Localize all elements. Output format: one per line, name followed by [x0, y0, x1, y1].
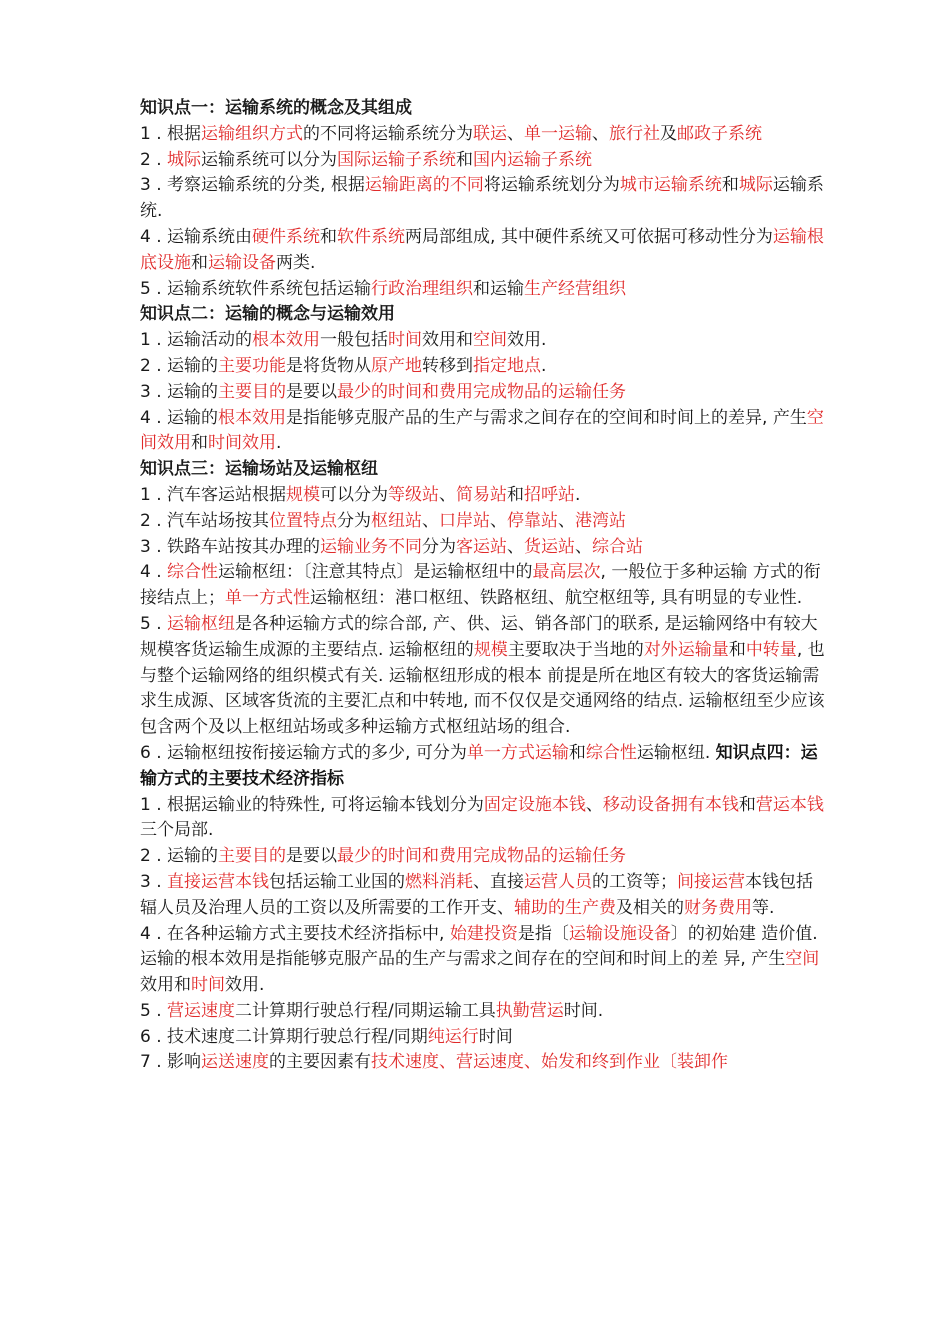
text-segment: 本钱包括辐人员及治理人员的工资以及所需要的工作开支、: [140, 871, 814, 918]
highlighted-term: 营运速度: [167, 1000, 236, 1021]
text-segment: 3 . 铁路车站按其办理的: [140, 536, 321, 557]
text-segment: 1 . 汽车客运站根据: [140, 484, 287, 505]
paragraph: [140, 406, 830, 458]
text-segment: 、: [422, 510, 440, 531]
text-segment: 转移到: [422, 355, 474, 376]
highlighted-term: 最少的时间和费用完成物品的运输任务: [337, 381, 627, 402]
text-segment: 和: [507, 484, 525, 505]
text-segment: 和: [320, 226, 338, 247]
highlighted-term: 运输业务不同: [320, 536, 423, 557]
highlighted-term: 固定设施本钱: [483, 794, 586, 815]
paragraph: [140, 793, 830, 845]
text-segment: 5 . 运输系统软件系统包括运输: [140, 278, 372, 299]
text-segment: 的不同将运输系统分为: [303, 123, 474, 144]
text-segment: 3 . 运输的: [140, 381, 219, 402]
highlighted-term: 单一方式运输: [466, 742, 569, 763]
text-segment: 及相关的: [616, 897, 684, 918]
text-segment: 知识点一：运输系统的概念及其组成: [140, 98, 412, 118]
highlighted-term: 停靠站: [507, 510, 559, 531]
highlighted-term: 执勤营运: [495, 1000, 564, 1021]
highlighted-term: 硬件系统: [252, 226, 321, 247]
text-segment: 、: [558, 510, 576, 531]
highlighted-term: 空间效用: [140, 407, 824, 454]
text-segment: 及: [660, 123, 678, 144]
text-segment: 知识点二：运输的概念与运输效用: [140, 304, 395, 325]
highlighted-term: 国内运输子系统: [473, 149, 593, 170]
text-segment: .: [276, 433, 282, 454]
text-segment: 等.: [752, 897, 775, 918]
highlighted-term: 国际运输子系统: [337, 149, 457, 170]
paragraph: [140, 148, 830, 174]
highlighted-term: 运输距离的不同: [364, 175, 484, 196]
highlighted-term: 枢纽站: [371, 510, 423, 531]
highlighted-term: 技术速度、营运速度、始发和终到作业〔装卸作: [371, 1052, 729, 1073]
paragraph: [140, 535, 830, 561]
highlighted-term: 简易站: [456, 484, 508, 505]
text-segment: 知识点三：运输场站及运输枢纽: [140, 459, 378, 480]
highlighted-term: 空间: [785, 949, 820, 970]
text-segment: 1 . 根据: [140, 123, 202, 144]
text-segment: 和: [568, 742, 586, 763]
highlighted-term: 运输枢纽: [167, 613, 236, 634]
text-segment: 效用和: [140, 975, 191, 996]
highlighted-term: 综合性: [167, 562, 219, 583]
highlighted-term: 客运站: [456, 536, 508, 557]
text-segment: 3 . 考察运输系统的分类, 根据: [140, 175, 365, 196]
highlighted-term: 单一方式性: [225, 588, 310, 609]
highlighted-term: 运输设备: [208, 252, 276, 273]
highlighted-term: 燃料消耗: [405, 871, 474, 892]
text-segment: 4 . 运输的: [140, 407, 219, 428]
highlighted-term: 空间: [473, 330, 508, 351]
text-segment: 运输系统可以分为: [201, 149, 338, 170]
highlighted-term: 运营人员: [524, 871, 593, 892]
text-segment: 运输枢纽.: [636, 742, 716, 763]
paragraph: [140, 1025, 830, 1051]
highlighted-term: 等级站: [388, 484, 440, 505]
text-segment: , 一般位于多种运输 方式的衔接结点上；: [140, 562, 821, 609]
paragraph: [140, 277, 830, 303]
highlighted-term: 原产地: [371, 355, 423, 376]
section-heading: [140, 96, 830, 122]
highlighted-term: 纯运行: [427, 1026, 479, 1047]
highlighted-term: 城市运输系统: [619, 175, 722, 196]
text-segment: 三个局部.: [140, 820, 214, 841]
text-segment: 二计算期行驶总行程/同期运输工具: [235, 1000, 496, 1021]
highlighted-term: 软件系统: [337, 226, 406, 247]
paragraph: [140, 741, 830, 793]
text-segment: 将运输系统划分为: [483, 175, 620, 196]
highlighted-term: 间接运营: [677, 871, 746, 892]
highlighted-term: 直接运营本钱: [167, 871, 270, 892]
highlighted-term: 运输根底设施: [140, 226, 824, 273]
text-segment: 一般包括: [320, 330, 389, 351]
text-segment: 是将货物从: [286, 355, 372, 376]
text-segment: 和: [191, 252, 208, 273]
highlighted-term: 时间: [191, 975, 225, 996]
text-segment: 、: [592, 123, 610, 144]
text-segment: 和: [738, 794, 756, 815]
highlighted-term: 港湾站: [575, 510, 627, 531]
highlighted-term: 对外运输量: [643, 639, 729, 660]
text-segment: 运输枢纽：〔注意其特点〕是运输枢纽中的: [218, 562, 533, 583]
text-segment: , 也与整个运输网络的组织模式有关. 运输枢纽形成的根本 前提是所在地区有较大的客货运输需求生成源、区域客货流的主要汇点和中转地, 而不仅仅是交通网络的结点. 运输枢纽至少应该包含两个及以上枢纽站场或多种运输方式枢纽站场的组合.: [140, 639, 825, 738]
highlighted-term: 单一运输: [524, 123, 593, 144]
text-segment: 4 . 运输系统由: [140, 226, 253, 247]
paragraph: [140, 380, 830, 406]
text-segment: 5 .: [140, 1000, 168, 1021]
highlighted-term: 最高层次: [532, 562, 601, 583]
highlighted-term: 根本效用: [252, 330, 321, 351]
paragraph: [140, 612, 830, 741]
highlighted-term: 时间效用: [208, 433, 276, 454]
text-segment: 时间: [478, 1026, 513, 1047]
document-body: [140, 96, 830, 1076]
text-segment: 主要取决于当地的: [507, 639, 644, 660]
text-segment: 、直接: [473, 871, 525, 892]
highlighted-term: 运送速度: [201, 1052, 270, 1073]
highlighted-term: 综合站: [592, 536, 644, 557]
highlighted-term: 生产经营组织: [524, 278, 627, 299]
text-segment: 是各种运输方式的综合部, 产、供、运、销各部门的联系, 是运输网络中有较大规模客货运输生成源的主要结点. 运输枢纽的: [140, 613, 818, 660]
text-segment: 可以分为: [320, 484, 389, 505]
highlighted-term: 运输组织方式: [201, 123, 304, 144]
text-segment: 2 .: [140, 149, 168, 170]
highlighted-term: 始建投资: [449, 923, 518, 944]
paragraph: [140, 483, 830, 509]
highlighted-term: 营运本钱: [755, 794, 824, 815]
highlighted-term: 规模: [473, 639, 508, 660]
paragraph: [140, 947, 830, 999]
paragraph: [140, 844, 830, 870]
text-segment: 运输枢纽：港口枢纽、铁路枢纽、航空枢纽等, 具有明显的专业性.: [310, 588, 803, 609]
text-segment: 是要以: [286, 381, 338, 402]
highlighted-term: 最少的时间和费用完成物品的运输任务: [337, 846, 627, 867]
paragraph: [140, 560, 830, 612]
text-segment: 分为: [422, 536, 457, 557]
text-segment: 和: [721, 175, 739, 196]
text-segment: 时间.: [563, 1000, 604, 1021]
text-segment: 和: [456, 149, 474, 170]
text-segment: 和运输: [473, 278, 525, 299]
text-segment: 2 . 运输的: [140, 846, 219, 867]
text-segment: 、: [507, 536, 525, 557]
text-segment: 、: [585, 794, 603, 815]
paragraph: [140, 509, 830, 535]
highlighted-term: 综合性: [585, 742, 637, 763]
highlighted-term: 口岸站: [439, 510, 491, 531]
text-segment: 是指能够克服产品的生产与需求之间存在的空间和时间上的差异, 产生: [286, 407, 807, 428]
text-segment: 6 . 运输枢纽按衔接运输方式的多少, 可分为: [140, 742, 467, 763]
text-segment: 1 . 根据运输业的特殊性, 可将运输本钱划分为: [140, 794, 484, 815]
highlighted-term: 邮政子系统: [677, 123, 763, 144]
highlighted-term: 财务费用: [684, 897, 752, 918]
highlighted-term: 城际: [738, 175, 773, 196]
text-segment: 5 .: [140, 613, 168, 634]
highlighted-term: 招呼站: [524, 484, 576, 505]
paragraph: [140, 122, 830, 148]
paragraph: [140, 1050, 830, 1076]
text-segment: 、: [439, 484, 457, 505]
text-segment: 3 .: [140, 871, 168, 892]
highlighted-term: 规模: [286, 484, 321, 505]
text-segment: 效用和: [422, 330, 474, 351]
text-segment: .: [575, 484, 581, 505]
text-segment: 2 . 运输的: [140, 355, 219, 376]
text-segment: 两类.: [276, 252, 316, 273]
highlighted-term: 货运站: [524, 536, 576, 557]
highlighted-term: 辅助的生产费: [514, 897, 616, 918]
text-segment: 两局部组成, 其中硬件系统又可依据可移动性分为: [405, 226, 773, 247]
text-segment: 4 .: [140, 562, 168, 583]
paragraph: [140, 225, 830, 277]
text-segment: 的工资等；: [592, 871, 678, 892]
text-segment: 、: [507, 123, 525, 144]
text-segment: 2 . 汽车站场按其: [140, 510, 270, 531]
text-segment: 〕的初始建 造价值.: [670, 923, 818, 944]
highlighted-term: 运输设施设备: [568, 923, 671, 944]
text-segment: 运输系统.: [140, 175, 824, 222]
highlighted-term: 根本效用: [218, 407, 287, 428]
paragraph: [140, 922, 830, 948]
paragraph: [140, 870, 830, 922]
text-segment: 和: [191, 433, 208, 454]
text-segment: 效用.: [225, 975, 265, 996]
text-segment: 运输的根本效用是指能够克服产品的生产与需求之间存在的空间和时间上的差 异, 产生: [140, 949, 786, 970]
highlighted-term: 时间: [388, 330, 423, 351]
section-heading: [140, 302, 830, 328]
paragraph: [140, 173, 830, 225]
text-segment: 包括运输工业国的: [269, 871, 406, 892]
section-heading: [140, 457, 830, 483]
text-segment: 、: [575, 536, 593, 557]
paragraph: [140, 999, 830, 1025]
text-segment: 是指〔: [517, 923, 569, 944]
highlighted-term: 行政治理组织: [371, 278, 474, 299]
text-segment: 1 . 运输活动的: [140, 330, 253, 351]
text-segment: 分为: [337, 510, 372, 531]
text-segment: 效用.: [507, 330, 547, 351]
highlighted-term: 主要目的: [218, 846, 287, 867]
highlighted-term: 移动设备拥有本钱: [602, 794, 739, 815]
highlighted-term: 位置特点: [269, 510, 338, 531]
text-segment: 的主要因素有: [269, 1052, 372, 1073]
paragraph: [140, 354, 830, 380]
text-segment: 4 . 在各种运输方式主要技术经济指标中,: [140, 923, 450, 944]
highlighted-term: 主要功能: [218, 355, 287, 376]
text-segment: 6 . 技术速度二计算期行驶总行程/同期: [140, 1026, 428, 1047]
section-heading-inline: 知识点四：运输方式的主要技术经济指标: [140, 742, 818, 789]
text-segment: 、: [490, 510, 508, 531]
paragraph: [140, 328, 830, 354]
highlighted-term: 联运: [473, 123, 508, 144]
text-segment: 和: [728, 639, 746, 660]
text-segment: 是要以: [286, 846, 338, 867]
highlighted-term: 主要目的: [218, 381, 287, 402]
highlighted-term: 中转量: [745, 639, 797, 660]
highlighted-term: 城际: [167, 149, 202, 170]
highlighted-term: 指定地点: [473, 355, 542, 376]
highlighted-term: 旅行社: [609, 123, 661, 144]
text-segment: .: [541, 355, 547, 376]
text-segment: 7 . 影响: [140, 1052, 202, 1073]
